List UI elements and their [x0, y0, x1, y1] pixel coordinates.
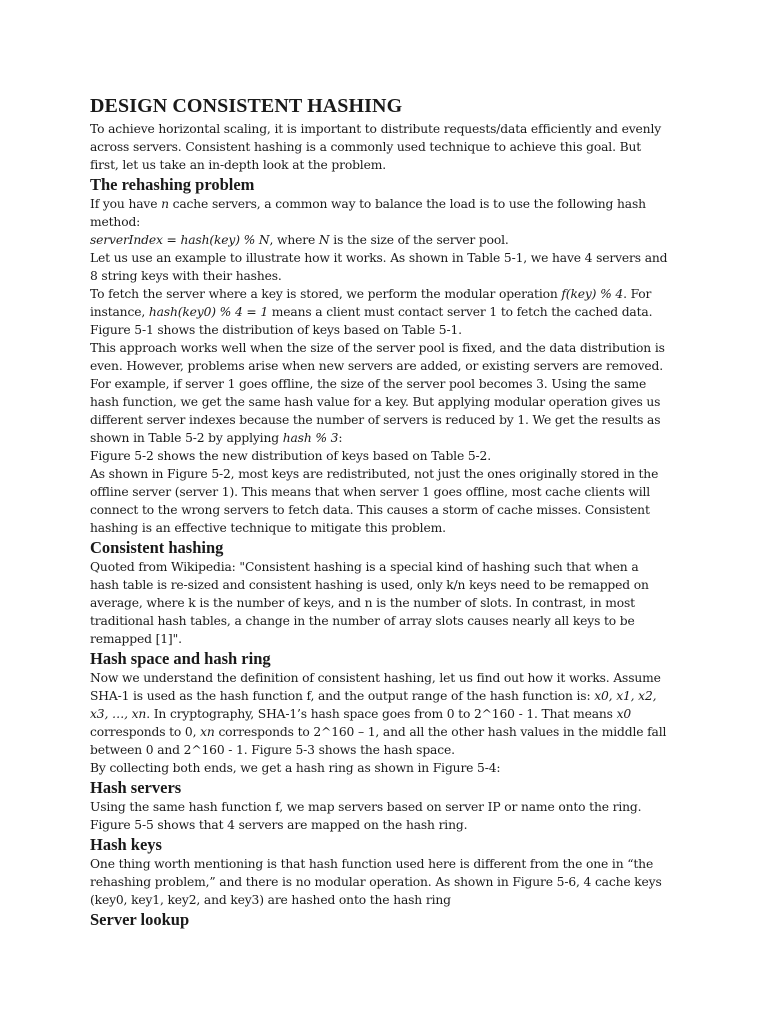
heading-hash-space-and-ring: Hash space and hash ring — [90, 649, 271, 668]
rehashing-paragraph-7: Figure 5-2 shows the new distribution of keys based on Table 5-2. — [90, 449, 491, 463]
rehashing-paragraph-8: As shown in Figure 5-2, most keys are redistributed, not just the ones originally stored in the offline server (server 1). This means that when server 1 goes offline, most cache clients will connect to the wrong servers to fetch data. This causes a storm of cache misses. Consistent hashing is an effective technique to mitigate this problem. — [90, 467, 659, 535]
rehashing-paragraph-6: This approach works well when the size of the server pool is fixed, and the data distribution is even. However, problems arise when new servers are added, or existing servers are removed. For example, if server 1 goes offline, the size of the server pool becomes 3. Using the same hash function, we get the same hash value for a key. But applying modular operation gives us different server indexes because the number of servers is reduced by 1. We get the results as shown in Table 5-2 by applying hash % 3: — [90, 341, 665, 445]
rehashing-paragraph-3: Let us use an example to illustrate how it works. As shown in Table 5-1, we have 4 servers and 8 string keys with their hashes. — [90, 251, 668, 283]
rehashing-paragraph-5: Figure 5-1 shows the distribution of keys based on Table 5-1. — [90, 323, 462, 337]
document-page — [90, 94, 670, 930]
heading-server-lookup: Server lookup — [90, 910, 190, 929]
rehashing-paragraph-4: To fetch the server where a key is stored, we perform the modular operation f(key) % 4. For instance, hash(key0) % 4 = 1 means a client must contact server 1 to fetch the cached data. — [90, 287, 653, 319]
intro-paragraph: To achieve horizontal scaling, it is important to distribute requests/data efficiently and evenly across servers. Consistent hashing is a commonly used technique to achieve this goal. But first, let us take an in-depth look at the problem. — [90, 122, 662, 172]
rehashing-formula: serverIndex = hash(key) % N, where N is the size of the server pool. — [90, 233, 509, 247]
heading-rehashing-problem: The rehashing problem — [90, 175, 255, 194]
heading-consistent-hashing: Consistent hashing — [90, 538, 224, 557]
heading-hash-keys: Hash keys — [90, 835, 162, 854]
document-title: DESIGN CONSISTENT HASHING — [90, 95, 403, 117]
heading-hash-servers: Hash servers — [90, 778, 182, 797]
keys-paragraph: One thing worth mentioning is that hash function used here is different from the one in “the rehashing problem,” and there is no modular operation. As shown in Figure 5-6, 4 cache keys (key0, key1, key2, and key3) are hashed onto the hash ring — [90, 857, 662, 907]
rehashing-paragraph-1: If you have n cache servers, a common way to balance the load is to use the following hash method: — [90, 197, 646, 229]
hashspace-paragraph-2: By collecting both ends, we get a hash ring as shown in Figure 5-4: — [90, 761, 501, 775]
servers-paragraph: Using the same hash function f, we map servers based on server IP or name onto the ring. Figure 5-5 shows that 4 servers are mapped on the hash ring. — [90, 800, 642, 832]
consistent-paragraph: Quoted from Wikipedia: "Consistent hashing is a special kind of hashing such that when a hash table is re-sized and consistent hashing is used, only k/n keys need to be remapped on average, where k is the number of keys, and n is the number of slots. In contrast, in most traditional hash tables, a change in the number of array slots causes nearly all keys to be remapped [1]". — [90, 560, 649, 646]
hashspace-paragraph-1: Now we understand the definition of consistent hashing, let us find out how it works. Assume SHA-1 is used as the hash function f, and the output range of the hash function is: x0, x1, x2, x3, …, xn. In cryptography, SHA-1’s hash space goes from 0 to 2^160 - 1. That means x0 corresponds to 0, xn corresponds to 2^160 – 1, and all the other hash values in the middle fall between 0 and 2^160 - 1. Figure 5-3 shows the hash space. — [90, 671, 667, 757]
